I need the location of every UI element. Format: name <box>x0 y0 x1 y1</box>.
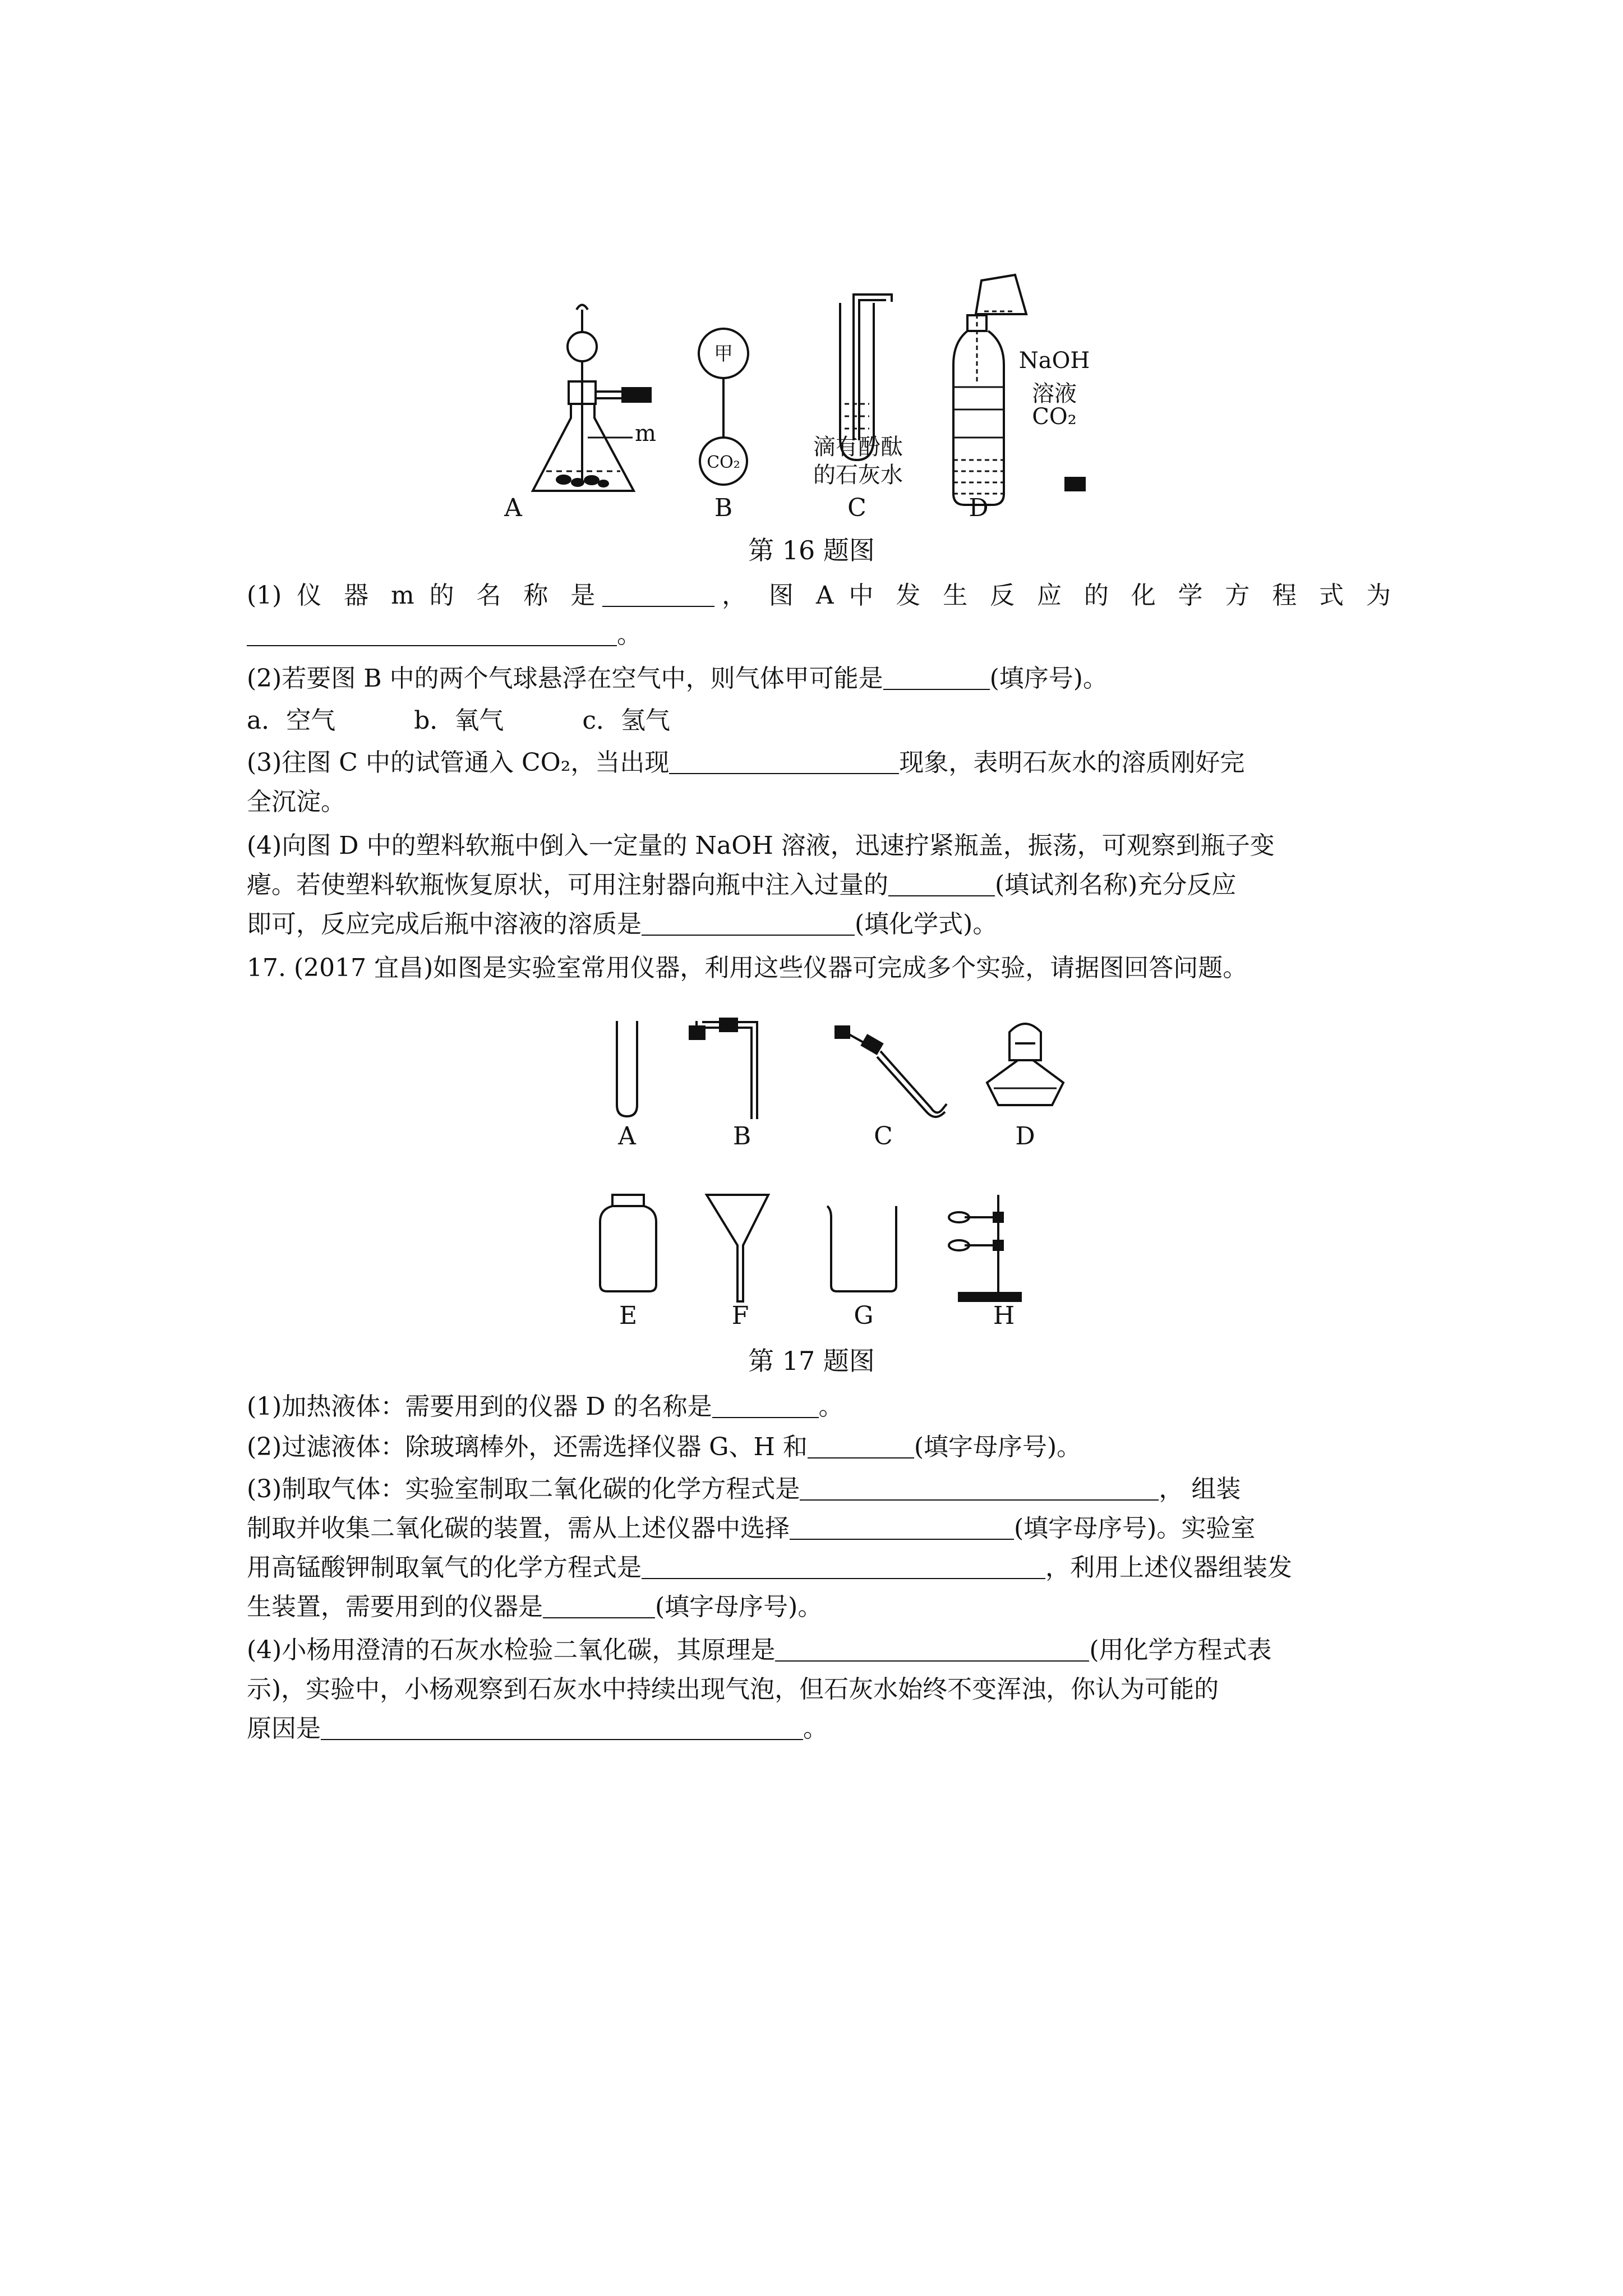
instrument-e-wide-mouth-bottle <box>600 1195 656 1291</box>
answer-blank[interactable] <box>800 1475 1159 1501</box>
fig17-label-f: F <box>731 1301 749 1330</box>
q17-part1: (1)加热液体：需要用到的仪器 D 的名称是 。 <box>247 1392 843 1421</box>
option-c: c．氢气 <box>582 706 671 735</box>
q17-part4-line2: 示)，实验中，小杨观察到石灰水中持续出现气泡，但石灰水始终不变浑浊，你认为可能的 <box>247 1675 1219 1704</box>
d-label-naoh: NaOH <box>1018 348 1090 374</box>
q16-part2: (2)若要图 B 中的两个气球悬浮在空气中，则气体甲可能是 (填序号)。 <box>247 664 1108 693</box>
answer-blank[interactable] <box>247 620 617 646</box>
fig17-label-b: B <box>732 1122 751 1151</box>
q16-part4-line3: 即可，反应完成后瓶中溶液的溶质是 (填化学式)。 <box>247 910 998 938</box>
answer-blank[interactable] <box>790 1514 1014 1540</box>
answer-blank[interactable] <box>775 1636 1089 1662</box>
q17-part3-line1: (3)制取气体：实验室制取二氧化碳的化学方程式是 ， 组装 <box>247 1475 1241 1503</box>
instrument-b-delivery-tube <box>690 1019 757 1119</box>
answer-blank[interactable] <box>543 1593 655 1618</box>
q16-part1-line1: (1) 仪 器 m 的 名 称 是 ， 图 A 中 发 生 反 应 的 化 学 方 程 式 为 <box>247 581 1391 610</box>
q17-part4-line1: (4)小杨用澄清的石灰水检验二氧化碳，其原理是 (用化学方程式表 <box>247 1636 1272 1664</box>
instrument-a-test-tube <box>617 1021 637 1116</box>
q17-part3-line2: 制取并收集二氧化碳的装置，需从上述仪器中选择 (填字母序号)。实验室 <box>247 1514 1256 1543</box>
q16-part4-line1: (4)向图 D 中的塑料软瓶中倒入一定量的 NaOH 溶液，迅速拧紧瓶盖，振荡，可观察到瓶子变 <box>247 831 1275 860</box>
q16-options <box>247 704 1391 738</box>
c-caption-2: 的石灰水 <box>813 462 903 488</box>
answer-blank[interactable] <box>883 664 990 690</box>
balloon-label-jia: 甲 <box>714 343 733 365</box>
answer-blank[interactable] <box>321 1714 803 1740</box>
fig17-label-h: H <box>993 1301 1015 1330</box>
d-label-solution: 溶液 <box>1032 381 1077 407</box>
answer-blank[interactable] <box>808 1433 914 1458</box>
answer-blank[interactable] <box>712 1392 819 1418</box>
figure-17 <box>572 1010 1088 1330</box>
q17-part3-line3: 用高锰酸钾制取氧气的化学方程式是 ，利用上述仪器组装发 <box>247 1553 1292 1582</box>
fig17-caption: 第 17 题图 <box>748 1346 875 1376</box>
q17-stem: 17. (2017 宜昌)如图是实验室常用仪器，利用这些仪器可完成多个实验，请据图回答问题。 <box>247 954 1248 982</box>
q16-part3-line2: 全沉淀。 <box>247 788 345 816</box>
fig16-label-c: C <box>847 494 866 522</box>
d-label-co2: CO₂ <box>1032 404 1077 430</box>
answer-blank[interactable] <box>642 1553 1045 1579</box>
q16-part4-line2: 瘪。若使塑料软瓶恢复原状，可用注射器向瓶中注入过量的 (填试剂名称)充分反应 <box>247 871 1237 899</box>
c-caption-1: 滴有酚酞 <box>813 434 903 460</box>
fig16-label-d: D <box>969 494 989 522</box>
instrument-h-iron-stand <box>949 1195 1021 1301</box>
fig16-label-a: A <box>504 494 522 522</box>
label-m: m <box>635 421 656 447</box>
instrument-g-beaker <box>827 1206 896 1291</box>
instrument-d-alcohol-lamp <box>987 1024 1063 1105</box>
q17-part3-line4: 生装置，需要用到的仪器是 (填字母序号)。 <box>247 1593 823 1621</box>
instrument-c-bent-tube <box>836 1027 947 1117</box>
q17-part4-line3: 原因是 。 <box>247 1714 828 1743</box>
answer-blank[interactable] <box>669 748 899 774</box>
instrument-f-funnel <box>707 1195 768 1301</box>
fig17-label-c: C <box>874 1122 893 1151</box>
fig16-label-b: B <box>714 494 733 522</box>
q17-part2: (2)过滤液体：除玻璃棒外，还需选择仪器 G、H 和 (填字母序号)。 <box>247 1433 1082 1461</box>
fig17-label-g: G <box>854 1301 874 1330</box>
option-b: b．氧气 <box>414 706 504 735</box>
apparatus-a-flask <box>533 305 651 491</box>
balloon-label-co2: CO₂ <box>707 453 740 472</box>
fig17-label-d: D <box>1015 1122 1035 1151</box>
fig17-label-a: A <box>618 1122 636 1151</box>
answer-blank[interactable] <box>642 910 855 936</box>
figure-16 <box>505 269 1150 533</box>
answer-blank[interactable] <box>888 871 995 896</box>
fig17-label-e: E <box>619 1301 638 1330</box>
fig16-caption: 第 16 题图 <box>748 535 875 565</box>
option-a: a．空气 <box>247 706 336 735</box>
q16-part3-line1: (3)往图 C 中的试管通入 CO₂，当出现 现象，表明石灰水的溶质刚好完 <box>247 748 1245 777</box>
answer-blank[interactable] <box>602 581 714 607</box>
q16-part1-line2: 。 <box>247 618 1391 652</box>
